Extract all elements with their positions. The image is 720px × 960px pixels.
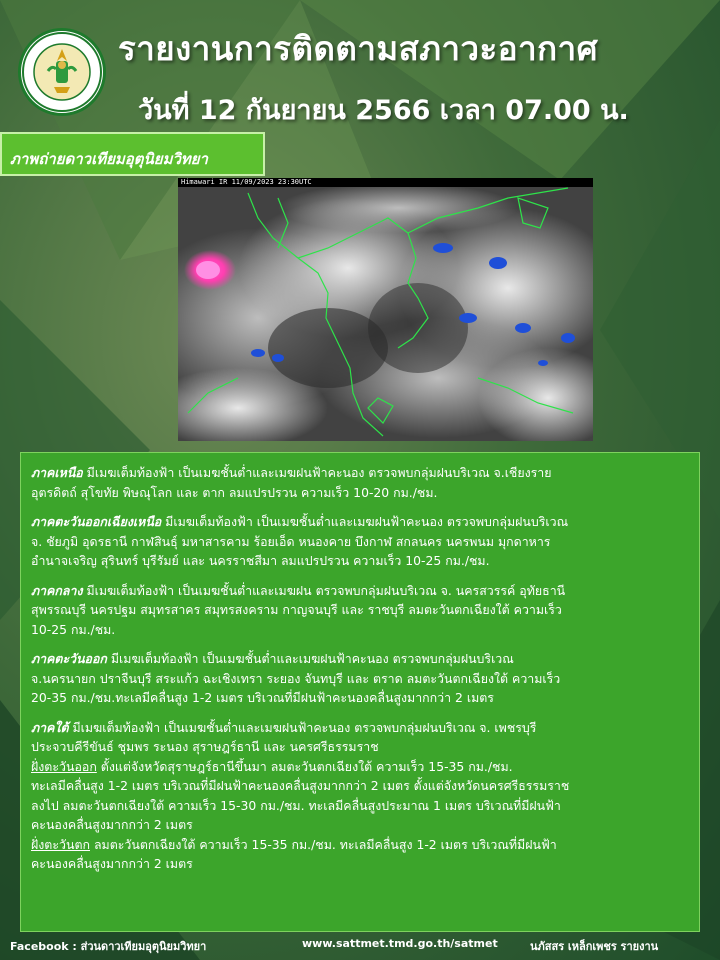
tmd-logo bbox=[18, 28, 106, 116]
region-northeast: ภาคตะวันออกเฉียงเหนือ มีเมฆเต็มท้องฟ้า เป็นเมฆชั้นต่ำและเมฆฝนฟ้าคะนอง ตรวจพบกลุ่มฝนบริเวณ จ. ชัยภูมิ อุดรธานี กาฬสินธุ์ มหาสารคาม ร้อยเอ็ด หนองคาย บึงกาฬ สกลนคร นครพนม มุกดาหาร อำนาจเจริญ สุรินทร์ บุรีรัมย์ และ นครราชสีมา ลมแปรปรวน ความเร็ว 10-25 กม./ชม. bbox=[31, 514, 569, 568]
footer bbox=[0, 937, 720, 957]
west-coast-label: ฝั่งตะวันตก bbox=[31, 836, 90, 852]
section-satellite-label: ภาพถ่ายดาวเทียมอุตุนิยมวิทยา bbox=[0, 132, 265, 176]
region-name: ภาคตะวันออกเฉียงเหนือ bbox=[31, 514, 162, 529]
region-south: ภาคใต้ มีเมฆเต็มท้องฟ้า เป็นเมฆชั้นต่ำและเมฆฝนฟ้าคะนอง ตรวจพบกลุ่มฝนบริเวณ จ. เพชรบุรี ประจวบคีรีขันธ์ ชุมพร ระนอง สุราษฎร์ธานี และ นครศรีธรรมราช ฝั่งตะวันออก ตั้งแต่จังหวัดสุราษฎร์ธานีขึ้นมา ลมตะวันตกเฉียงใต้ ความเร็ว 15-35 กม./ชม. ทะเลมีคลื่นสูง 1-2 เมตร บริเวณที่มีฝนฟ้าคะนองคลื่นสูงมากกว่า 2 เมตร ตั้งแต่จังหวัดนครศรีธรรมราช ลงไป ลมตะวันตกเฉียงใต้ ความเร็ว 15-30 กม./ชม. ทะเลมีคลื่นสูงประมาณ 1 เมตร บริเวณที่มีฝนฟ้า คะนองคลื่นสูงมากกว่า 2 เมตร ฝั่งตะวันตก ลมตะวันตกเฉียงใต้ ความเร็ว 15-35 กม./ชม. ทะเลมีคลื่นสูง 1-2 เมตร บริเวณที่มีฝนฟ้า คะนองคลื่นสูงมากกว่า 2 เมตร bbox=[31, 719, 570, 871]
website-link[interactable]: www.sattmet.tmd.go.th/satmet bbox=[302, 937, 498, 950]
reporter-credit: นภัสสร เหล็กเพชร รายงาน bbox=[530, 940, 659, 953]
region-east: ภาคตะวันออก มีเมฆเต็มท้องฟ้า เป็นเมฆชั้นต่ำและเมฆฝนฟ้าคะนอง ตรวจพบกลุ่มฝนบริเวณ จ.นครนายก ปราจีนบุรี สระแก้ว ฉะเชิงเทรา ระยอง จันทบุรี และ ตราด ลมตะวันตกเฉียงใต้ ความเร็ว 20-35 กม./ชม.ทะเลมีคลื่นสูง 1-2 เมตร บริเวณที่มีฝนฟ้าคะนองคลื่นสูงมากกว่า 2 เมตร bbox=[31, 651, 561, 705]
region-name: ภาคตะวันออก bbox=[31, 651, 107, 666]
region-central: ภาคกลาง มีเมฆเต็มท้องฟ้า เป็นเมฆชั้นต่ำและเมฆฝน ตรวจพบกลุ่มฝนบริเวณ จ. นครสวรรค์ อุทัยธานี สุพรรณบุรี นครปฐม สมุทรสาคร สมุทรสงคราม กาญจนบุรี และ ราชบุรี ลมตะวันตกเฉียงใต้ ความเร็ว 10-25 กม./ชม. bbox=[31, 582, 566, 637]
region-name: ภาคใต้ bbox=[31, 719, 69, 735]
region-north: ภาคเหนือ มีเมฆเต็มท้องฟ้า เป็นเมฆชั้นต่ำและเมฆฝนฟ้าคะนอง ตรวจพบกลุ่มฝนบริเวณ จ.เชียงราย อุตรดิตถ์ สุโขทัย พิษณุโลก และ ตาก ลมแปรปรวน ความเร็ว 10-20 กม./ชม. bbox=[31, 465, 552, 500]
report-date: วันที่ 12 กันยายน 2566 เวลา 07.00 น. bbox=[138, 95, 629, 126]
region-name: ภาคเหนือ bbox=[31, 465, 83, 480]
weather-report bbox=[20, 452, 700, 932]
east-coast-label: ฝั่งตะวันออก bbox=[31, 758, 97, 774]
region-name: ภาคกลาง bbox=[31, 582, 83, 598]
satellite-caption: Himawari IR 11/09/2023 23:30UTC bbox=[178, 178, 593, 187]
page-title: รายงานการติดตามสภาวะอากาศ bbox=[118, 29, 599, 68]
facebook-link[interactable]: Facebook : ส่วนดาวเทียมอุตุนิยมวิทยา bbox=[10, 940, 207, 953]
satellite-image bbox=[178, 178, 593, 441]
